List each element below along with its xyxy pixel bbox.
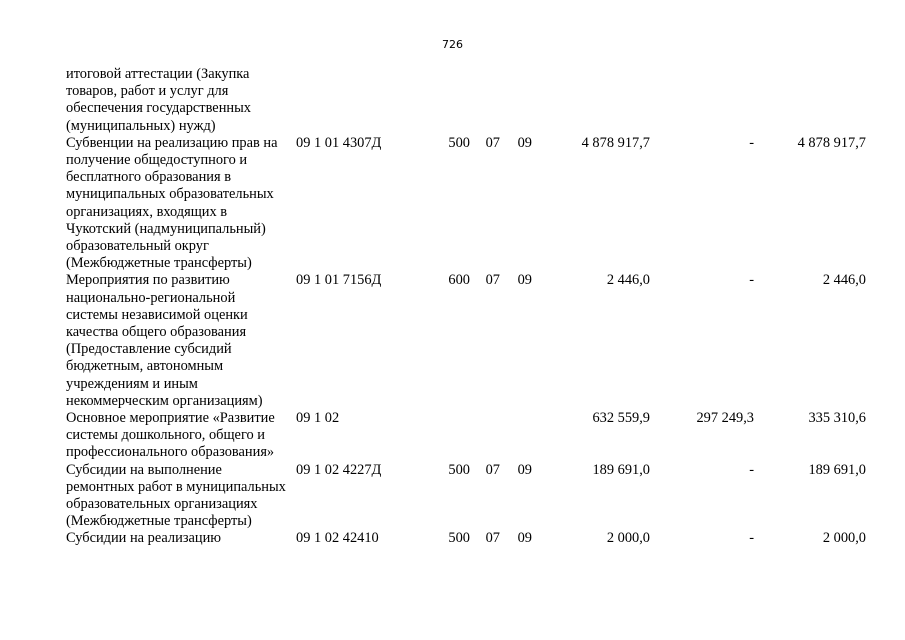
row-sum-total: 2 000,0 [606, 530, 650, 547]
row-sum-regional: 189 691,0 [808, 461, 866, 478]
row-rz: 07 [485, 272, 500, 289]
table-row [66, 530, 866, 547]
row-sum-total: 4 878 917,7 [581, 134, 650, 151]
row-sum-federal: - [749, 134, 754, 151]
budget-table [66, 66, 866, 548]
row-name: Мероприятия по развитию национально-региональной системы независимой оценки качества общего образования (Предоставление субсидий бюджетным, автономным учреждениям и иным некоммерческим организациям) [66, 272, 263, 409]
row-pr: 09 [517, 461, 532, 478]
row-rz: 07 [485, 461, 500, 478]
table-row [66, 410, 866, 462]
row-sum-regional: 2 000,0 [822, 530, 866, 547]
row-code: 09 1 02 42410 [296, 530, 379, 547]
row-sum-total: 189 691,0 [592, 461, 650, 478]
row-code: 09 1 01 7156Д [296, 272, 382, 289]
table-row [66, 272, 866, 410]
table-row [66, 135, 866, 273]
row-vr: 500 [448, 461, 470, 478]
row-vr: 500 [448, 134, 470, 151]
row-code: 09 1 01 4307Д [296, 134, 382, 151]
row-sum-regional: 2 446,0 [822, 272, 866, 289]
row-name: Основное мероприятие «Развитие системы дошкольного, общего и профессионального образования» [66, 410, 275, 461]
row-name: Субвенции на реализацию прав на получение общедоступного и бесплатного образования в муниципальных образовательных организациях, входящих в Чукотский (надмуниципальный) образовательный округ (Межбюджетные трансферты) [66, 134, 278, 272]
page-number: 726 [442, 38, 463, 51]
row-vr: 500 [448, 530, 470, 547]
row-code: 09 1 02 [296, 410, 340, 427]
row-sum-federal: - [749, 461, 754, 478]
row-rz: 07 [485, 134, 500, 151]
row-sum-federal: - [749, 530, 754, 547]
row-rz: 07 [485, 530, 500, 547]
row-sum-regional: 335 310,6 [808, 410, 866, 427]
table-row [66, 462, 866, 531]
row-code: 09 1 02 4227Д [296, 461, 382, 478]
row-pr: 09 [517, 272, 532, 289]
row-sum-federal: 297 249,3 [696, 410, 754, 427]
row-name: итоговой аттестации (Закупка товаров, работ и услуг для обеспечения государственных (муниципальных) нужд) [66, 66, 251, 134]
row-sum-federal: - [749, 272, 754, 289]
table-row [66, 66, 866, 135]
row-sum-total: 2 446,0 [606, 272, 650, 289]
row-sum-total: 632 559,9 [592, 410, 650, 427]
row-pr: 09 [517, 530, 532, 547]
row-vr: 600 [448, 272, 470, 289]
row-pr: 09 [517, 134, 532, 151]
row-sum-regional: 4 878 917,7 [797, 134, 866, 151]
row-name: Субсидии на реализацию [66, 530, 222, 547]
row-name: Субсидии на выполнение ремонтных работ в муниципальных образовательных организациях (Межбюджетные трансферты) [66, 461, 286, 530]
